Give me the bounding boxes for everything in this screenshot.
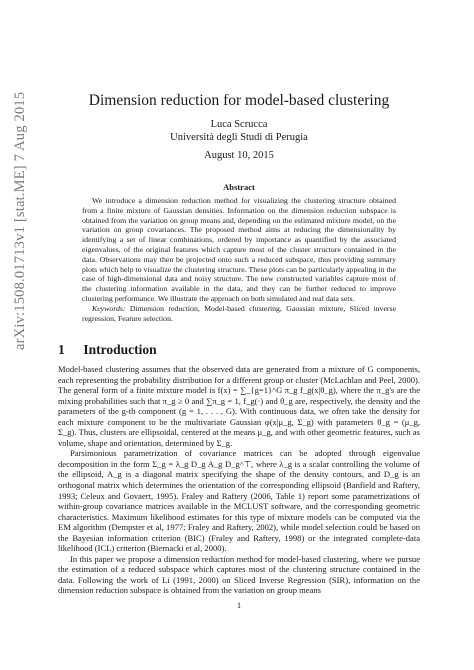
- abstract-body: [82, 196, 396, 323]
- arxiv-identifier: arXiv:1508.01713v1 [stat.ME] 7 Aug 2015: [12, 91, 28, 350]
- keywords-label: Keywords:: [92, 303, 126, 313]
- page-number: 1: [236, 600, 242, 610]
- section-number: 1: [58, 342, 65, 357]
- section-title: Introduction: [83, 342, 157, 357]
- section-heading: [58, 342, 157, 358]
- paragraph-3: In this paper we propose a dimension reduction method for model-based clustering, where we pursue the estimation of a reduced subspace which captures most of the clustering structure contained in the data. Following the work of Li (1991, 2000) on Sliced Inverse Regression (SIR), information on the dimension reduction subspace is obtained from the variation on group means: [58, 553, 420, 596]
- keywords-line: [82, 304, 396, 324]
- paragraph-2: Parsimonious parametrization of covariance matrices can be adopted through eigenvalue decomposition in the form Σ_g = λ_g D_g A_g D_g^⊤, where λ_g is a scalar controlling the volume of the ellipsoid, A_g is a diagonal matrix specifying the shape of the density contours, and D_g is an orthogonal matrix which determines the orientation of the corresponding ellipsoid (Banfield and Raftery, 1993; Celeux and Govaert, 1995). Fraley and Raftery (2006, Table 1) report some parametrizations of within-group covariance matrices available in the MCLUST software, and the corresponding geometric characteristics. Maximum likelihood estimates for this type of mixture models can be computed via the EM algorithm (Dempster et al, 1977; Fraley and Raftery, 2002), while model selection could be based on the Bayesian information criterion (BIC) (Fraley and Raftery, 1998) or the integrated complete-data likelihood (ICL) criterion (Biernacki et al, 2000).: [58, 448, 420, 554]
- keywords-list: Dimension reduction, Model-based clustering, Gaussian mixture, Sliced inverse regression, Feature selection.: [82, 303, 396, 323]
- paper-date: August 10, 2015: [204, 150, 274, 161]
- section-body: [58, 364, 420, 596]
- author-name: Luca Scrucca: [210, 119, 268, 130]
- paragraph-1: Model-based clustering assumes that the observed data are generated from a mixture of G components, each representing the probability distribution for a different group or cluster (McLachlan and Peel, 2000). The general form of a finite mixture model is f(x) = ∑_{g=1}^G π_g f_g(x|θ_g), where the π_g's are the mixing probabilities such that π_g ≥ 0 and ∑π_g = 1, f_g(·) and θ_g are, respectively, the density and the parameters of the g-th component (g = 1, . . . , G). With continuous data, we often take the density for each mixture component to be the multivariate Gaussian φ(x|μ_g, Σ_g) with parameters θ_g = (μ_g, Σ_g). Thus, clusters are ellipsoidal, centered at the means μ_g, and with other geometric features, such as volume, shape and orientation, determined by Σ_g.: [58, 364, 420, 448]
- paper-title: Dimension reduction for model-based clustering: [88, 92, 390, 109]
- author-affiliation: Università degli Studi di Perugia: [170, 132, 308, 143]
- abstract-text: We introduce a dimension reduction method for visualizing the clustering structure obtained from a finite mixture of Gaussian densities. Information on the dimension reduction subspace is obtained from the variation on group means and, depending on the estimated mixture model, on the variation on group covariances. The proposed method aims at reducing the dimensionality by identifying a set of linear combinations, ordered by importance as quantified by the associated eigenvalues, of the original features which capture most of the cluster structure contained in the data. Observations may then be projected onto such a reduced subspace, thus providing summary plots which help to visualize the clustering structure. These plots can be particularly appealing in the case of high-dimensional data and noisy structure. The new constructed variables capture most of the clustering information available in the data, and they can be further reduced to improve clustering performance. We illustrate the approach on both simulated and real data sets.: [82, 196, 396, 303]
- author-block: [58, 118, 420, 144]
- abstract-heading: Abstract: [223, 182, 255, 192]
